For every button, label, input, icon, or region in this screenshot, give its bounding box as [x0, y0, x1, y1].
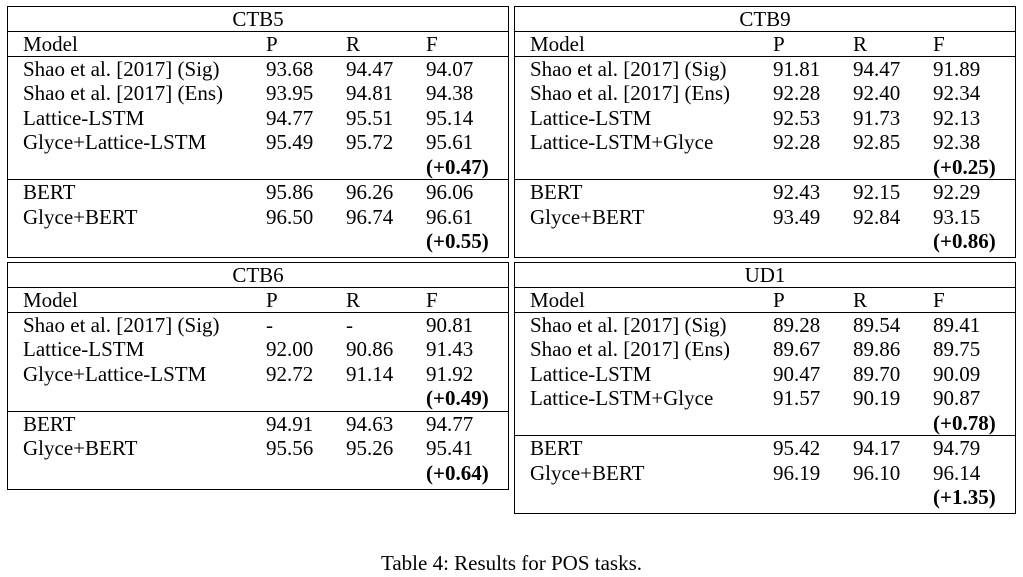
- cell-f: 90.09: [933, 361, 981, 386]
- table-row: [515, 362, 1015, 387]
- table-header-row: [515, 288, 1015, 313]
- column-header-p: P: [773, 288, 785, 312]
- cell-f: 96.06: [426, 180, 474, 204]
- table-row: [8, 461, 508, 486]
- cell-p: 96.19: [773, 460, 821, 485]
- cell-r: 95.26: [346, 436, 394, 460]
- table-row: [515, 130, 1015, 155]
- cell-r: 91.14: [346, 361, 394, 386]
- table-header-row: [8, 32, 508, 57]
- cell-model: BERT: [530, 436, 583, 460]
- cell-p: 89.67: [773, 337, 821, 361]
- cell-model: Lattice-LSTM: [530, 361, 652, 386]
- cell-f: 89.41: [933, 312, 981, 337]
- cell-f: 92.34: [933, 81, 981, 105]
- cell-p: 95.49: [266, 130, 314, 154]
- table-section: [515, 57, 1015, 180]
- cell-r: 92.84: [853, 204, 901, 229]
- cell-model: Lattice-LSTM: [23, 105, 145, 130]
- cell-f: 94.38: [426, 81, 474, 105]
- table-row: [515, 180, 1015, 205]
- cell-r: 92.15: [853, 180, 901, 204]
- cell-f: 96.14: [933, 460, 981, 485]
- cell-r: 90.19: [853, 386, 901, 410]
- cell-p: 92.72: [266, 361, 314, 386]
- table-row: [8, 205, 508, 230]
- cell-model: BERT: [530, 180, 583, 204]
- table-header-row: [515, 32, 1015, 57]
- cell-p: 91.57: [773, 386, 821, 410]
- cell-f: 89.75: [933, 337, 981, 361]
- panel-ctb6: [7, 262, 509, 490]
- table-row: [515, 81, 1015, 106]
- table-row: [515, 386, 1015, 411]
- cell-f: (+0.78): [933, 410, 996, 435]
- cell-f: 94.77: [426, 411, 474, 436]
- cell-r: 96.26: [346, 180, 394, 204]
- cell-p: 93.95: [266, 81, 314, 105]
- cell-p: 94.91: [266, 411, 314, 436]
- table-row: [8, 337, 508, 362]
- table-row: [515, 205, 1015, 230]
- cell-r: 95.51: [346, 105, 394, 130]
- cell-model: Lattice-LSTM: [23, 337, 145, 361]
- cell-model: Lattice-LSTM+Glyce: [530, 130, 714, 154]
- cell-f: 92.38: [933, 130, 981, 154]
- cell-r: 91.73: [853, 105, 901, 130]
- table-row: [8, 436, 508, 461]
- column-header-r: R: [853, 288, 868, 312]
- cell-model: Shao et al. [2017] (Ens): [23, 81, 224, 105]
- cell-model: Shao et al. [2017] (Ens): [530, 81, 731, 105]
- cell-model: Glyce+BERT: [23, 436, 138, 460]
- cell-model: Shao et al. [2017] (Sig): [23, 56, 220, 81]
- cell-f: 91.43: [426, 337, 474, 361]
- panel-ctb5: [7, 6, 509, 258]
- cell-r: 94.81: [346, 81, 394, 105]
- table-row: [8, 412, 508, 437]
- column-header-f: F: [933, 288, 945, 312]
- cell-p: 92.00: [266, 337, 314, 361]
- table-section: [8, 57, 508, 180]
- cell-r: 92.40: [853, 81, 901, 105]
- panel-title: CTB5: [8, 7, 508, 32]
- panel-title: UD1: [515, 263, 1015, 288]
- cell-p: 92.28: [773, 130, 821, 154]
- column-header-model: Model: [23, 32, 78, 56]
- table-row: [8, 81, 508, 106]
- cell-f: 95.41: [426, 436, 474, 460]
- cell-model: Lattice-LSTM: [530, 105, 652, 130]
- cell-f: 90.81: [426, 312, 474, 337]
- cell-f: 91.89: [933, 56, 981, 81]
- column-header-r: R: [346, 32, 361, 56]
- table-section: [515, 313, 1015, 436]
- cell-r: 94.47: [853, 56, 901, 81]
- table-row: [8, 362, 508, 387]
- cell-p: 96.50: [266, 204, 314, 229]
- column-header-f: F: [426, 32, 438, 56]
- table-row: [8, 180, 508, 205]
- table-row: [515, 57, 1015, 82]
- table-section: [8, 179, 508, 254]
- cell-f: 96.61: [426, 204, 474, 229]
- cell-model: Shao et al. [2017] (Ens): [530, 337, 731, 361]
- table-section: [8, 313, 508, 411]
- table-row: [8, 313, 508, 338]
- cell-r: 89.70: [853, 361, 901, 386]
- column-header-model: Model: [530, 32, 585, 56]
- cell-model: Glyce+BERT: [23, 204, 138, 229]
- cell-p: 93.68: [266, 56, 314, 81]
- panel-ud1: [514, 262, 1016, 514]
- cell-r: 95.72: [346, 130, 394, 154]
- cell-r: 96.74: [346, 204, 394, 229]
- cell-f: (+0.55): [426, 229, 489, 253]
- cell-p: 95.42: [773, 436, 821, 460]
- table-row: [515, 436, 1015, 461]
- column-header-r: R: [346, 288, 361, 312]
- table-section: [515, 435, 1015, 510]
- cell-p: 92.53: [773, 105, 821, 130]
- cell-r: 96.10: [853, 460, 901, 485]
- cell-r: 94.63: [346, 411, 394, 436]
- cell-p: 95.86: [266, 180, 314, 204]
- cell-r: 94.47: [346, 56, 394, 81]
- cell-f: (+1.35): [933, 485, 996, 509]
- cell-f: (+0.86): [933, 229, 996, 253]
- cell-f: 94.79: [933, 436, 981, 460]
- cell-p: 93.49: [773, 204, 821, 229]
- column-header-p: P: [266, 288, 278, 312]
- cell-r: 89.54: [853, 312, 901, 337]
- panel-title: CTB6: [8, 263, 508, 288]
- column-header-p: P: [773, 32, 785, 56]
- table-row: [515, 461, 1015, 486]
- cell-f: 92.29: [933, 180, 981, 204]
- cell-p: 92.43: [773, 180, 821, 204]
- cell-model: Shao et al. [2017] (Sig): [530, 312, 727, 337]
- column-header-model: Model: [23, 288, 78, 312]
- cell-p: 91.81: [773, 56, 821, 81]
- cell-r: 94.17: [853, 436, 901, 460]
- cell-f: 90.87: [933, 386, 981, 410]
- cell-p: 92.28: [773, 81, 821, 105]
- cell-r: 89.86: [853, 337, 901, 361]
- cell-f: 95.61: [426, 130, 474, 154]
- table-header-row: [8, 288, 508, 313]
- cell-f: 91.92: [426, 361, 474, 386]
- cell-f: (+0.49): [426, 386, 489, 410]
- cell-p: 89.28: [773, 312, 821, 337]
- cell-model: BERT: [23, 180, 76, 204]
- cell-model: Glyce+Lattice-LSTM: [23, 361, 207, 386]
- column-header-r: R: [853, 32, 868, 56]
- table-row: [8, 130, 508, 155]
- column-header-f: F: [933, 32, 945, 56]
- table-section: [8, 411, 508, 486]
- cell-f: 95.14: [426, 105, 474, 130]
- panel-title: CTB9: [515, 7, 1015, 32]
- table-row: [8, 57, 508, 82]
- cell-p: 94.77: [266, 105, 314, 130]
- table-row: [8, 229, 508, 254]
- cell-p: 90.47: [773, 361, 821, 386]
- panel-ctb9: [514, 6, 1016, 258]
- table-row: [8, 386, 508, 411]
- cell-f: (+0.64): [426, 460, 489, 485]
- cell-p: -: [266, 312, 273, 337]
- table-row: [515, 485, 1015, 510]
- column-header-model: Model: [530, 288, 585, 312]
- table-section: [515, 179, 1015, 254]
- table-row: [8, 106, 508, 131]
- table-row: [515, 106, 1015, 131]
- cell-model: Shao et al. [2017] (Sig): [530, 56, 727, 81]
- cell-model: Shao et al. [2017] (Sig): [23, 312, 220, 337]
- cell-r: -: [346, 312, 353, 337]
- table-row: [8, 155, 508, 180]
- table-row: [515, 313, 1015, 338]
- cell-r: 92.85: [853, 130, 901, 154]
- cell-r: 90.86: [346, 337, 394, 361]
- cell-model: Glyce+BERT: [530, 204, 645, 229]
- cell-f: (+0.47): [426, 154, 489, 179]
- cell-model: Glyce+Lattice-LSTM: [23, 130, 207, 154]
- cell-model: Lattice-LSTM+Glyce: [530, 386, 714, 410]
- table-row: [515, 411, 1015, 436]
- cell-f: 94.07: [426, 56, 474, 81]
- table-row: [515, 337, 1015, 362]
- cell-model: Glyce+BERT: [530, 460, 645, 485]
- table-row: [515, 155, 1015, 180]
- cell-f: 93.15: [933, 204, 981, 229]
- column-header-f: F: [426, 288, 438, 312]
- cell-f: (+0.25): [933, 154, 996, 179]
- cell-f: 92.13: [933, 105, 981, 130]
- column-header-p: P: [266, 32, 278, 56]
- cell-p: 95.56: [266, 436, 314, 460]
- table-row: [515, 229, 1015, 254]
- cell-model: BERT: [23, 411, 76, 436]
- table-caption: Table 4: Results for POS tasks.: [380, 551, 643, 575]
